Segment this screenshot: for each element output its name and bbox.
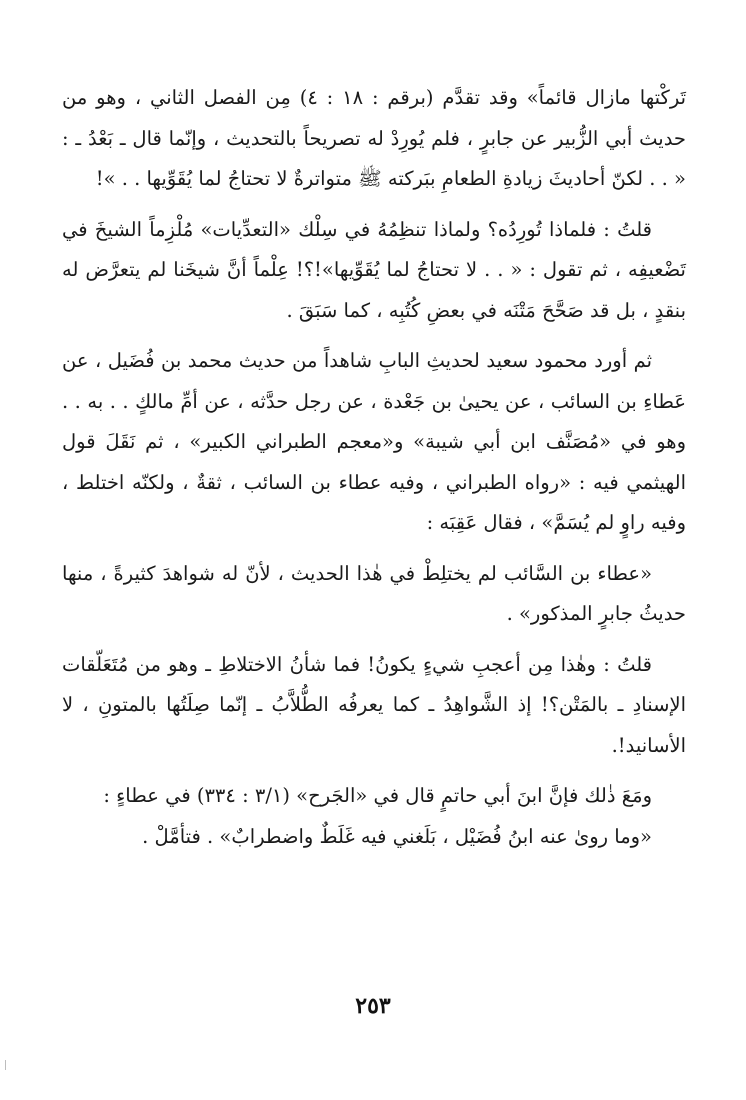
page-number: ٢٥٣ (355, 993, 391, 1019)
scan-edge-mark (5, 1060, 6, 1070)
paragraph-rebuttal: قلتُ : وهٰذا مِن أعجبِ شيءٍ يكونُ! فما شأنُ الاختلاطِ ـ وهو من مُتَعَلّقات الإسنادِ ـ بالمَتْن؟! إذ الشَّواهِدُ ـ كما يعرفُه الطُّلاَّبُ ـ إنّما صِلَتُها بالمتونِ ، لا الأسانيد!. (62, 652, 686, 757)
paragraph-witness-hadith: ثم أورد محمود سعيد لحديثِ البابِ شاهداً من حديث محمد بن فُضَيل ، عن عَطاءِ بن السائب ، عن يحيىٰ بن جَعْدة ، عن رجل حدَّثه ، عن أمِّ مالكٍ . . به . . وهو في «مُصَنَّف ابن أبي شيبة» و«معجم الطبراني الكبير» ، ثم نَقَلَ قول الهيثمي فيه : «رواه الطبراني ، وفيه عطاء بن السائب ، ثقةٌ ، ولكنّه اختلط ، وفيه راوٍ لم يُسَمَّ» ، فقال عَقِبَه : (62, 349, 686, 534)
paragraph-quote-ibn-fudayl: «وما روىٰ عنه ابنُ فُضَيْل ، بَلَغني فيه غَلَطٌ واضطرابٌ» . فتأمَّلْ . (142, 824, 652, 848)
page-body-text (62, 78, 686, 857)
paragraph-continued: تَركْتها مازال قائماً» وقد تقدَّم (برقم : ١٨ : ٤) مِن الفصل الثاني ، وهو من حديث أبي الزُّبير عن جابرٍ ، فلم يُورِدْ له تصريحاً بالتحديث ، وإنّما قال ـ بَعْدُ ـ : « . . لكنّ أحاديثَ زيادةِ الطعامِ ببَركته ﷺ متواترةٌ لا تحتاجُ لما يُقَوِّيها . . »! (62, 86, 687, 190)
paragraph-quote-ata: «عطاء بن السَّائب لم يختلِطْ في هٰذا الحديث ، لأنّ له شواهدَ كثيرةً ، منها حديثُ جابرٍ المذكور» . (62, 561, 686, 625)
paragraph-objection: قلتُ : فلماذا تُورِدُه؟ ولماذا تنظِمُهُ في سِلْك «التعدِّيات» مُلْزِماً الشيخَ في تَضْعيفِه ، ثم تقول : « . . لا تحتاجُ لما يُقَوِّيها»!؟! عِلْماً أنَّ شيخَنا لم يتعرَّض له بنقدٍ ، بل قد صَحَّحَ مَتْنَه في بعضِ كُتُبِه ، كما سَبَقَ . (62, 217, 686, 322)
paragraph-ibn-abi-hatim: ومَعَ ذٰلك فإنَّ ابنَ أبي حاتمٍ قال في «الجَرح» (٣/١ : ٣٣٤) في عطاءٍ : (103, 784, 652, 807)
